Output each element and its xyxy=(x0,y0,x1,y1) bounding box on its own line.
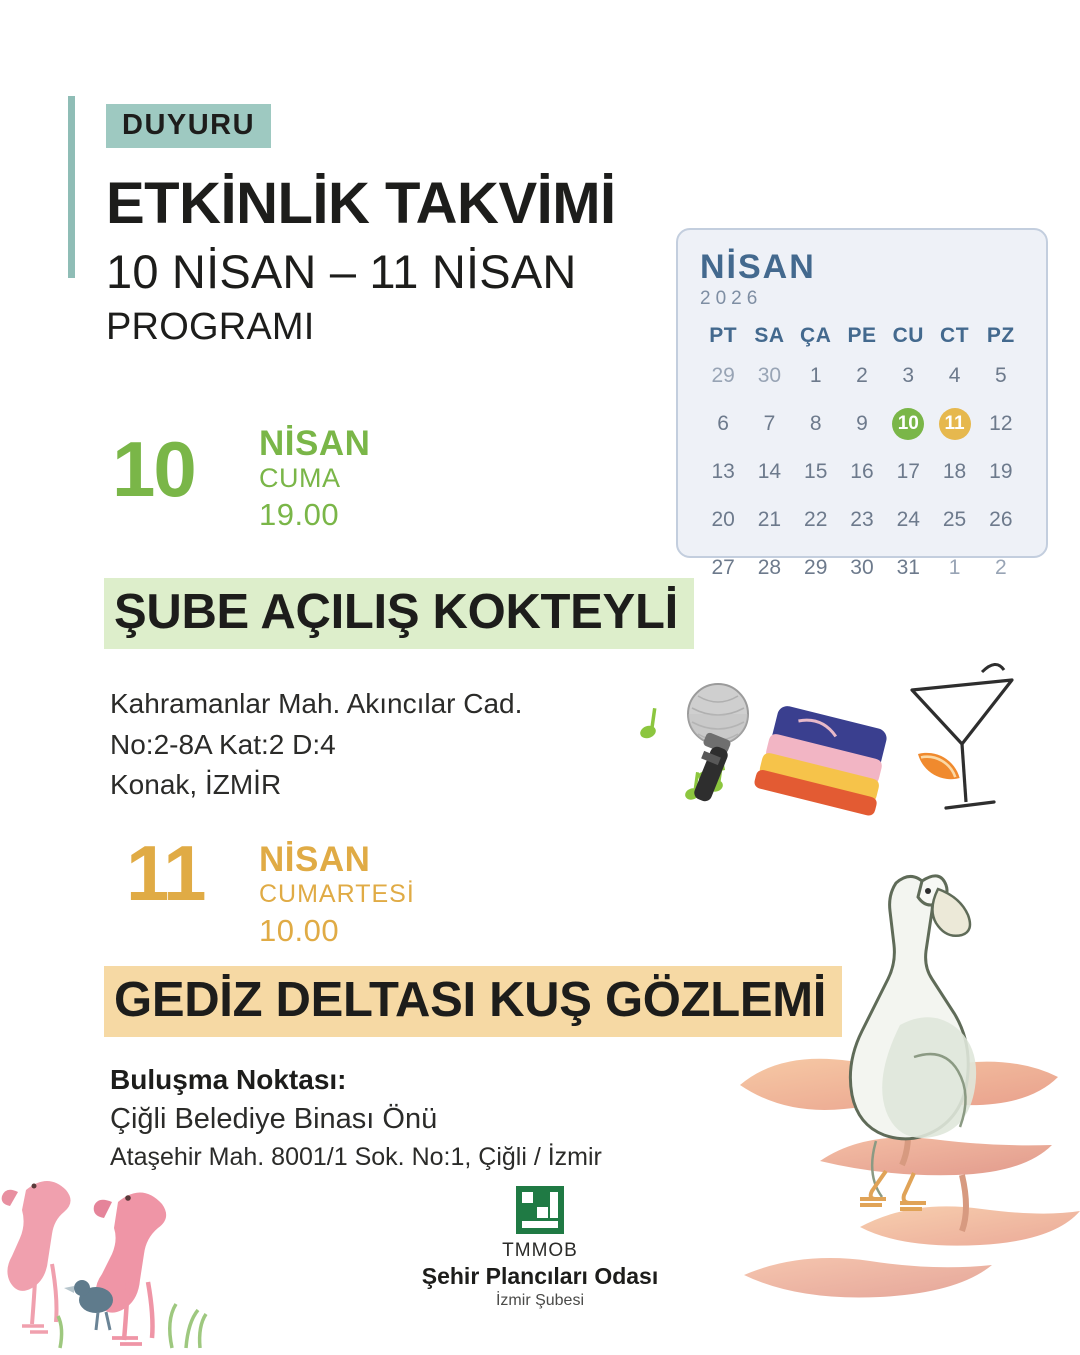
event-1-address xyxy=(110,684,522,806)
left-accent-bar xyxy=(68,96,75,278)
calendar-week-row xyxy=(700,496,1024,544)
calendar-day[interactable]: 13 xyxy=(711,460,735,483)
cocktail-glass-icon xyxy=(912,664,1012,808)
calendar-day[interactable]: 20 xyxy=(711,508,735,531)
calendar-day[interactable]: 3 xyxy=(902,364,915,387)
calendar-weekday: PZ xyxy=(986,324,1015,347)
event-1-month: NİSAN xyxy=(259,424,371,463)
meeting-point-line-1: Çiğli Belediye Binası Önü xyxy=(110,1103,438,1136)
cake-slice-icon xyxy=(753,703,894,817)
meeting-point-line-2: Ataşehir Mah. 8001/1 Sok. No:1, Çiğli / İzmir xyxy=(110,1142,602,1171)
calendar-day[interactable]: 24 xyxy=(896,508,920,531)
footer-logo xyxy=(0,1184,1080,1310)
calendar-day-outside[interactable]: 30 xyxy=(757,364,782,387)
tmmob-logo-mark xyxy=(514,1184,566,1236)
calendar-day[interactable]: 27 xyxy=(711,556,735,579)
calendar-day-rows xyxy=(700,352,1024,592)
event-1-address-line-2: No:2-8A Kat:2 D:4 xyxy=(110,728,336,760)
event-2-weekday: CUMARTESİ xyxy=(259,880,415,908)
event-2-time: 10.00 xyxy=(259,913,340,948)
date-range: 10 NİSAN – 11 NİSAN xyxy=(106,244,577,298)
calendar-day[interactable]: 2 xyxy=(856,364,868,387)
header xyxy=(106,104,706,348)
calendar-day-highlighted[interactable]: 10 xyxy=(885,400,931,448)
calendar-weekday: SA xyxy=(754,324,785,347)
calendar-day[interactable]: 15 xyxy=(804,460,828,483)
party-illustration xyxy=(630,662,1050,842)
event-1-day-number: 10 xyxy=(112,425,195,513)
calendar-day[interactable]: 30 xyxy=(850,556,874,579)
reeds-icon xyxy=(58,1304,206,1348)
calendar-weekday: PE xyxy=(847,324,877,347)
footer-branch: İzmir Şubesi xyxy=(495,1292,585,1309)
calendar-day[interactable]: 18 xyxy=(942,460,967,483)
calendar-weekday: PT xyxy=(709,324,738,347)
calendar-day[interactable]: 22 xyxy=(804,508,828,531)
event-2-month: NİSAN xyxy=(259,840,371,879)
calendar-day[interactable]: 8 xyxy=(809,412,822,435)
footer-chamber: Şehir Plancıları Odası xyxy=(421,1263,659,1289)
calendar-widget xyxy=(676,228,1048,579)
calendar-day[interactable]: 7 xyxy=(763,412,776,435)
calendar-weekday: CT xyxy=(940,324,970,347)
calendar-weekday-row xyxy=(700,320,1024,352)
calendar-day[interactable]: 9 xyxy=(856,412,868,435)
calendar-day[interactable]: 14 xyxy=(757,460,782,483)
calendar-grid xyxy=(700,320,1024,592)
calendar-day[interactable]: 12 xyxy=(989,412,1013,435)
event-1-title: ŞUBE AÇILIŞ KOKTEYLİ xyxy=(104,578,694,649)
calendar-weekday: CU xyxy=(892,324,924,347)
calendar-day[interactable]: 5 xyxy=(995,364,1007,387)
calendar-month-label: NİSAN xyxy=(700,248,816,286)
calendar-day[interactable]: 1 xyxy=(809,364,822,387)
event-1-time: 19.00 xyxy=(259,497,340,533)
calendar-day[interactable]: 16 xyxy=(850,460,874,483)
footer-org: TMMOB xyxy=(502,1240,578,1261)
page-title: ETKİNLİK TAKVİMİ xyxy=(106,171,616,236)
page-subtitle: PROGRAMI xyxy=(106,306,315,349)
calendar-day-outside[interactable]: 29 xyxy=(711,364,735,387)
announcement-badge: DUYURU xyxy=(106,104,271,148)
event-2-day-number: 11 xyxy=(126,829,205,917)
calendar-day-outside[interactable]: 2 xyxy=(995,556,1007,579)
calendar-week-row xyxy=(700,400,1024,448)
calendar-week-row xyxy=(700,352,1024,400)
event-2-title: GEDİZ DELTASI KUŞ GÖZLEMİ xyxy=(104,966,842,1037)
calendar-week-row xyxy=(700,544,1024,592)
event-1-address-line-1: Kahramanlar Mah. Akıncılar Cad. xyxy=(110,688,523,719)
calendar-day[interactable]: 4 xyxy=(948,364,961,387)
calendar-day-outside[interactable]: 1 xyxy=(948,556,961,579)
calendar-day[interactable]: 6 xyxy=(717,412,729,435)
calendar-year-label: 2026 xyxy=(700,288,763,309)
calendar-day-highlighted[interactable]: 11 xyxy=(931,400,977,448)
calendar-day[interactable]: 21 xyxy=(757,508,782,531)
calendar-day[interactable]: 19 xyxy=(989,460,1013,483)
event-1-address-line-3: Konak, İZMİR xyxy=(110,769,282,801)
event-1-weekday: CUMA xyxy=(259,463,341,493)
calendar-day[interactable]: 28 xyxy=(757,556,782,579)
meeting-point-label: Buluşma Noktası: xyxy=(110,1064,347,1095)
calendar-day[interactable]: 29 xyxy=(804,556,828,579)
calendar-day[interactable]: 23 xyxy=(850,508,874,531)
calendar-day[interactable]: 31 xyxy=(896,556,920,579)
calendar-week-row xyxy=(700,448,1024,496)
calendar-day[interactable]: 25 xyxy=(942,508,967,531)
calendar-day[interactable]: 17 xyxy=(896,460,920,483)
calendar-day[interactable]: 26 xyxy=(989,508,1013,531)
calendar-weekday: ÇA xyxy=(800,324,832,347)
